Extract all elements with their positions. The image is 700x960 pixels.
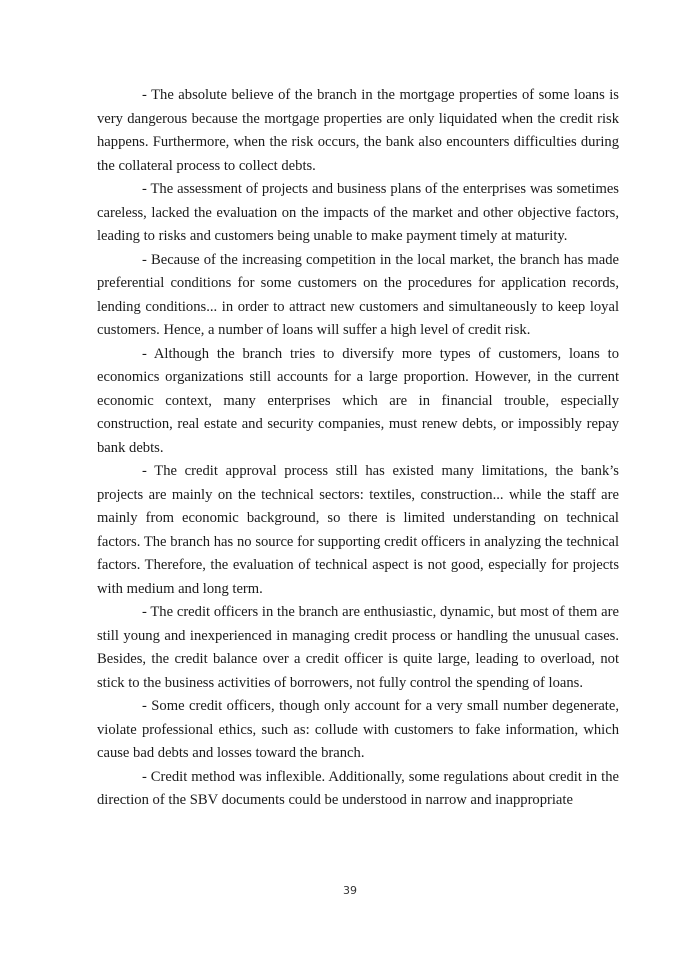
paragraph-professional-ethics: - Some credit officers, though only account for a very small number degenerate, violate professional ethics, such as: collude with customers to fake information, which cause bad debts and losses toward the branch. (97, 698, 619, 761)
document-body (97, 84, 619, 813)
paragraph-local-competition: - Because of the increasing competition in the local market, the branch has made preferential conditions for some customers on the procedures for application records, lending conditions... in order to attract new customers and simultaneously to keep loyal customers. Hence, a number of loans will suffer a high level of credit risk. (97, 251, 619, 338)
page-number: 39 (343, 884, 357, 897)
paragraph-credit-officers-experience: - The credit officers in the branch are enthusiastic, dynamic, but most of them are still young and inexperienced in managing credit process or handling the unusual cases. Besides, the credit balance over a credit officer is quite large, leading to overload, not stick to the business activities of borrowers, not fully control the spending of loans. (97, 604, 619, 691)
paragraph-project-assessment: - The assessment of projects and business plans of the enterprises was sometimes careless, lacked the evaluation on the impacts of the market and other objective factors, leading to risks and customers being unable to make payment timely at maturity. (97, 181, 619, 244)
paragraph-credit-approval-process: - The credit approval process still has existed many limitations, the bank’s projects are mainly on the technical sectors: textiles, construction... while the staff are mainly from economic background, so there is limited understanding on technical factors. The branch has no source for supporting credit officers in analyzing the technical factors. Therefore, the evaluation of technical aspect is not good, especially for projects with medium and long term. (97, 463, 619, 597)
paragraph-credit-method: - Credit method was inflexible. Additionally, some regulations about credit in the direction of the SBV documents could be understood in narrow and inappropriate (97, 768, 619, 808)
paragraph-mortgage-properties: - The absolute believe of the branch in the mortgage properties of some loans is very dangerous because the mortgage properties are only liquidated when the credit risk happens. Furthermore, when the risk occurs, the bank also encounters difficulties during the collateral process to collect debts. (97, 87, 619, 174)
paragraph-customer-diversification: - Although the branch tries to diversify more types of customers, loans to economics organizations still accounts for a large proportion. However, in the current economic context, many enterprises which are in financial trouble, especially construction, real estate and security companies, must renew debts, or impossibly repay bank debts. (97, 345, 619, 456)
